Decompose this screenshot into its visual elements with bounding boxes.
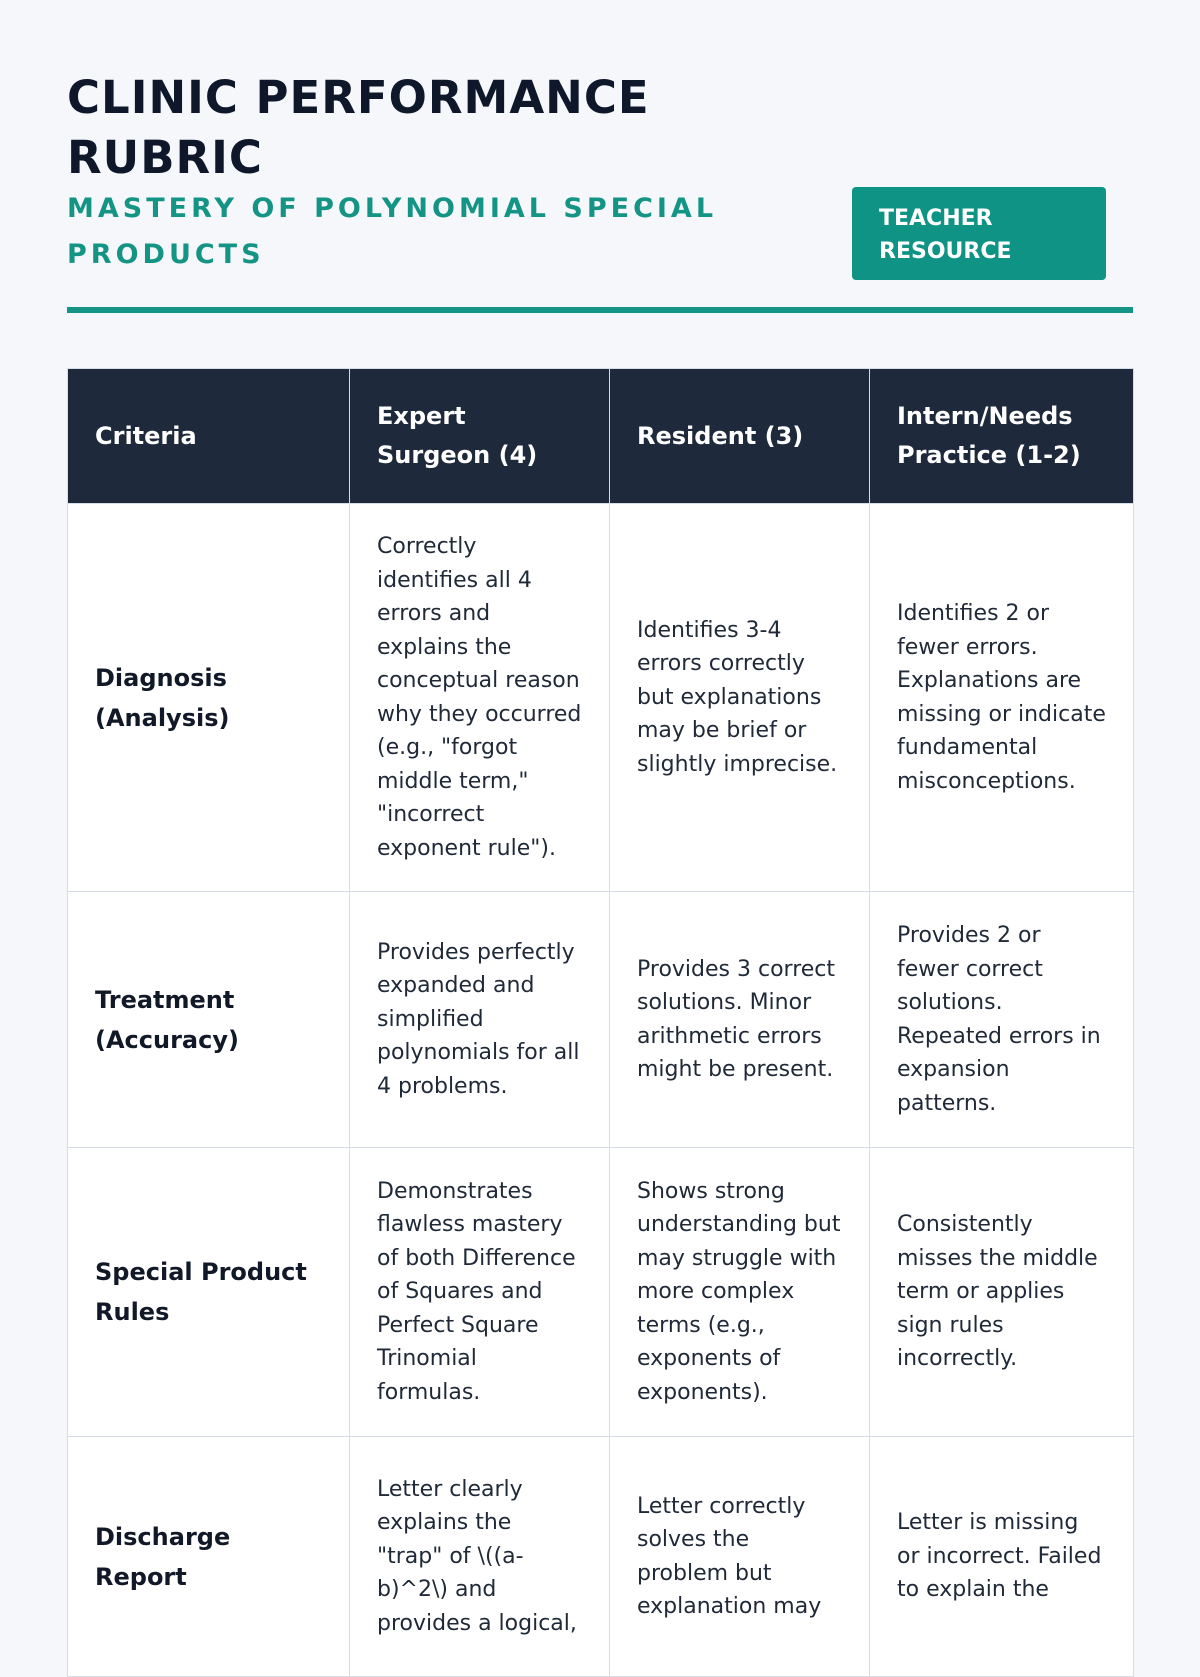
criteria-cell: Discharge Report xyxy=(68,1437,350,1677)
intern-cell: Identifies 2 or fewer errors. Explanations are missing or indicate fundamental misconceptions. xyxy=(870,504,1134,892)
teacher-resource-badge: TEACHER RESOURCE xyxy=(852,187,1106,280)
intern-cell: Consistently misses the middle term or applies sign rules incorrectly. xyxy=(870,1148,1134,1437)
rubric-table xyxy=(67,368,1134,1677)
expert-cell: Demonstrates flawless mastery of both Difference of Squares and Perfect Square Trinomial formulas. xyxy=(350,1148,610,1437)
expert-cell: Provides perfectly expanded and simplified polynomials for all 4 problems. xyxy=(350,892,610,1148)
resident-cell: Provides 3 correct solutions. Minor arithmetic errors might be present. xyxy=(610,892,870,1148)
rubric-page xyxy=(67,0,1133,1636)
column-header-criteria: Criteria xyxy=(68,369,350,504)
page-title: CLINIC PERFORMANCE RUBRIC xyxy=(67,71,650,184)
page-header xyxy=(67,0,1133,314)
expert-cell: Correctly identifies all 4 errors and explains the conceptual reason why they occurred (e.g., "forgot middle term," "incorrect exponent rule"). xyxy=(350,504,610,892)
table-row xyxy=(68,892,1134,1148)
table-row xyxy=(68,1148,1134,1437)
header-divider xyxy=(67,307,1133,313)
resident-cell: Letter correctly solves the problem but explanation may xyxy=(610,1437,870,1677)
criteria-cell: Treatment (Accuracy) xyxy=(68,892,350,1148)
resident-cell: Shows strong understanding but may struggle with more complex terms (e.g., exponents of exponents). xyxy=(610,1148,870,1437)
table-row xyxy=(68,504,1134,892)
table-row xyxy=(68,1437,1134,1677)
criteria-cell: Special Product Rules xyxy=(68,1148,350,1437)
page-subtitle: MASTERY OF POLYNOMIAL SPECIAL PRODUCTS xyxy=(67,193,718,270)
criteria-cell: Diagnosis (Analysis) xyxy=(68,504,350,892)
expert-cell: Letter clearly explains the "trap" of \((a-b)^2\) and provides a logical, xyxy=(350,1437,610,1677)
resident-cell: Identifies 3-4 errors correctly but explanations may be brief or slightly imprecise. xyxy=(610,504,870,892)
intern-cell: Letter is missing or incorrect. Failed to explain the xyxy=(870,1437,1134,1677)
intern-cell: Provides 2 or fewer correct solutions. Repeated errors in expansion patterns. xyxy=(870,892,1134,1148)
column-header-intern: Intern/Needs Practice (1-2) xyxy=(870,369,1134,504)
table-header-row xyxy=(68,369,1134,504)
column-header-resident: Resident (3) xyxy=(610,369,870,504)
column-header-expert-surgeon: Expert Surgeon (4) xyxy=(350,369,610,504)
